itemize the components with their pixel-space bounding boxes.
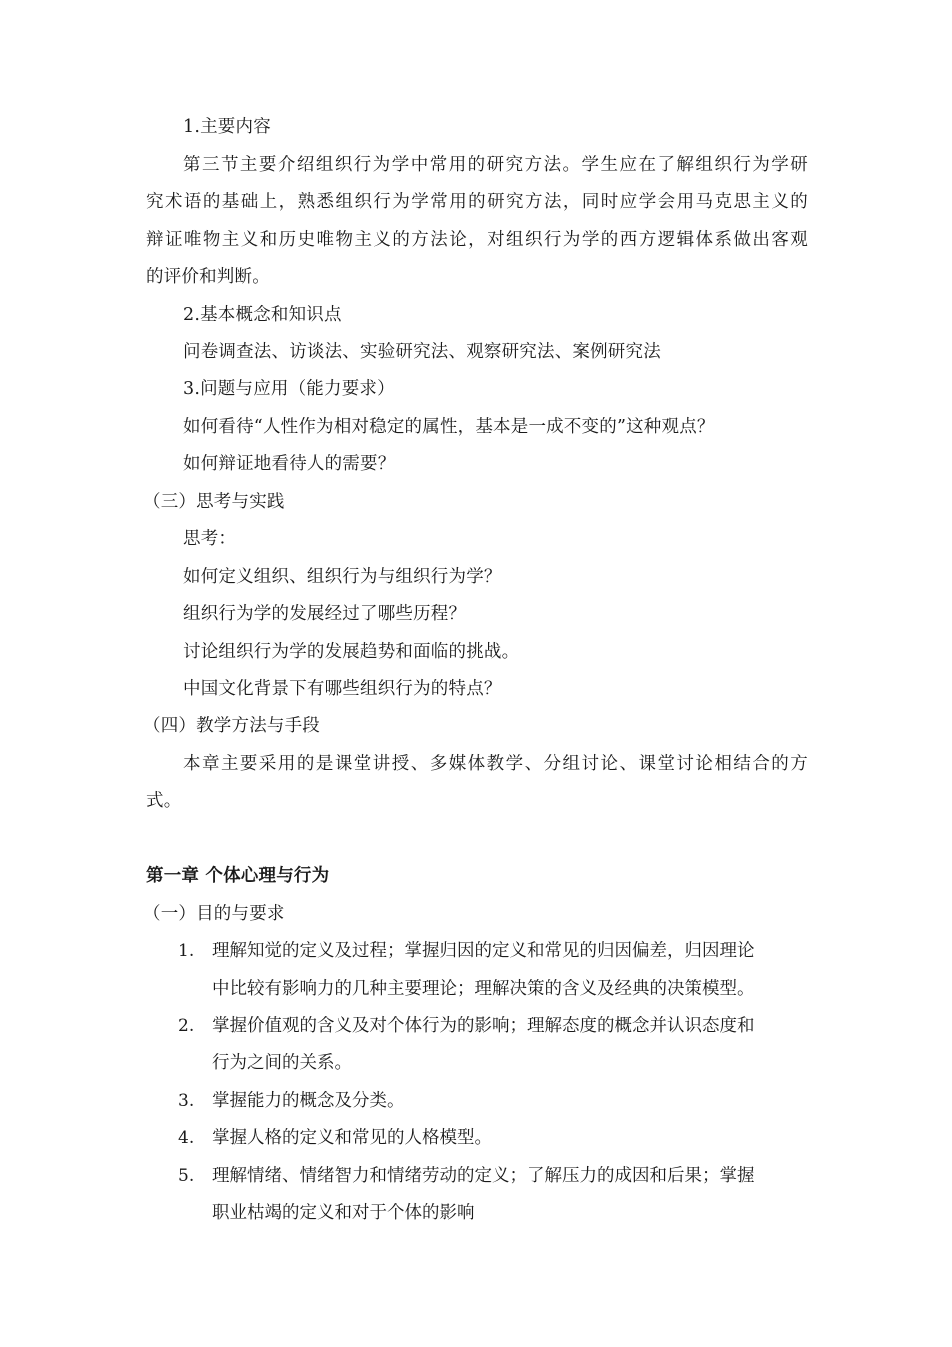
list-item-line: 掌握价值观的含义及对个体行为的影响；理解态度的概念并认识态度和 [212,1016,755,1036]
list-item-line: 掌握能力的概念及分类。 [212,1091,405,1111]
think-item: 中国文化背景下有哪些组织行为的特点？ [183,679,502,699]
concepts-list: 问卷调查法、访谈法、实验研究法、观察研究法、案例研究法 [183,342,661,362]
heading-main-content: 1.主要内容 [183,117,271,137]
paragraph-line: 辩证唯物主义和历史唯物主义的方法论，对组织行为学的西方逻辑体系做出客观 [146,230,808,250]
list-item-line: 掌握人格的定义和常见的人格模型。 [212,1128,492,1148]
paragraph-line: 究术语的基础上，熟悉组织行为学常用的研究方法，同时应学会用马克思主义的 [146,192,808,212]
paragraph-line: 的评价和判断。 [146,267,270,287]
heading-teaching-method: （四）教学方法与手段 [143,716,320,736]
list-item-line: 职业枯竭的定义和对于个体的影响 [212,1203,475,1223]
paragraph-line: 式。 [146,791,182,811]
list-item-line: 行为之间的关系。 [212,1053,352,1073]
list-number: 3. [178,1091,195,1111]
paragraph-line: 第三节主要介绍组织行为学中常用的研究方法。学生应在了解组织行为学研 [183,155,808,175]
list-number: 4. [178,1128,195,1148]
paragraph-line: 本章主要采用的是课堂讲授、多媒体教学、分组讨论、课堂讨论相结合的方 [183,754,808,774]
think-item: 如何定义组织、组织行为与组织行为学？ [183,567,502,587]
list-number: 1. [178,941,195,961]
heading-objectives: （一）目的与要求 [143,904,285,924]
heading-application: 3.问题与应用（能力要求） [183,379,395,399]
list-number: 5. [178,1166,195,1186]
think-item: 组织行为学的发展经过了哪些历程？ [183,604,467,624]
heading-concepts: 2.基本概念和知识点 [183,305,342,325]
list-item-line: 理解知觉的定义及过程；掌握归因的定义和常见的归因偏差，归因理论 [212,941,755,961]
heading-think-practice: （三）思考与实践 [143,492,285,512]
think-item: 讨论组织行为学的发展趋势和面临的挑战。 [183,642,520,662]
question-item: 如何看待“人性作为相对稳定的属性，基本是一成不变的”这种观点？ [183,417,715,437]
chapter-title: 第一章 个体心理与行为 [146,866,330,886]
list-number: 2. [178,1016,195,1036]
question-item: 如何辩证地看待人的需要？ [183,454,396,474]
think-label: 思考： [183,529,237,549]
list-item-line: 理解情绪、情绪智力和情绪劳动的定义；了解压力的成因和后果；掌握 [212,1166,755,1186]
list-item-line: 中比较有影响力的几种主要理论；理解决策的含义及经典的决策模型。 [212,979,755,999]
